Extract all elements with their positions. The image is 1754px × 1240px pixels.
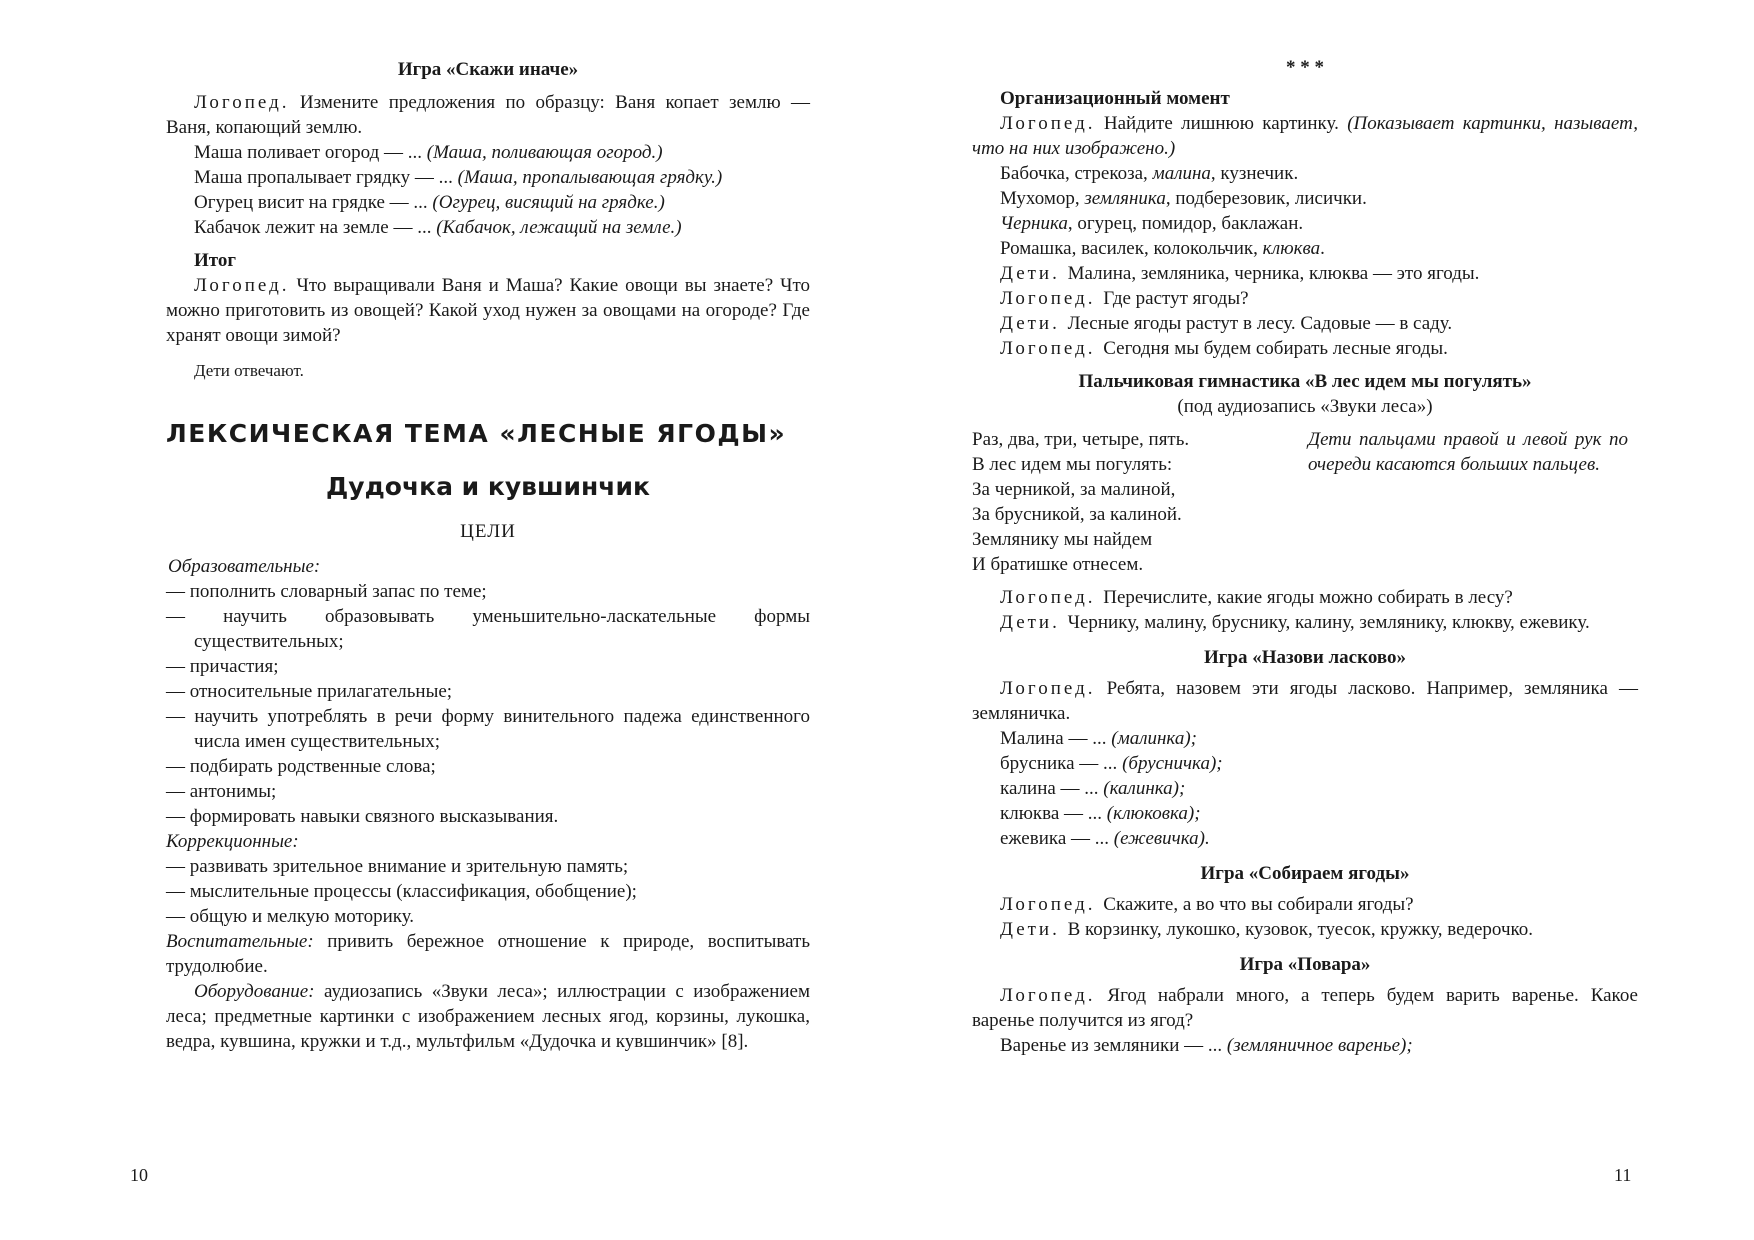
example-question: ежевика — ...	[1000, 828, 1114, 849]
goals-label: Оборудование:	[194, 981, 315, 1002]
example-line	[166, 215, 810, 240]
dialog-line	[972, 336, 1638, 361]
example-answer: (брусничка);	[1122, 753, 1223, 774]
speaker: Дети.	[1000, 313, 1068, 334]
dialog	[972, 585, 1638, 635]
speaker: Дети.	[1000, 919, 1068, 940]
poem-note: Дети пальцами правой и левой рук по очереди касаются больших пальцев.	[1308, 429, 1628, 475]
example-line	[166, 140, 810, 165]
section-title: Итог	[194, 250, 236, 271]
goals-label: Образовательные:	[168, 556, 321, 577]
example-question: Огурец висит на грядке — ...	[194, 192, 433, 213]
speaker: Логопед.	[194, 92, 290, 113]
dialog-line	[972, 610, 1638, 635]
game-title: Пальчиковая гимнастика «В лес идем мы погулять»	[1078, 371, 1532, 392]
game-title: Игра «Назови ласково»	[1204, 647, 1406, 668]
speaker: Логопед.	[1000, 338, 1104, 359]
example-answer: (Огурец, висящий на грядке.)	[432, 192, 665, 213]
list-item: — мыслительные процессы (классификация, обобщение);	[166, 881, 637, 902]
example-answer: (Кабачок, лежащий на земле.)	[436, 217, 682, 238]
goals-label: Коррекционные:	[166, 831, 299, 852]
game-title: Игра «Скажи иначе»	[397, 59, 579, 80]
example-question: Малина — ...	[1000, 728, 1112, 749]
correctional-goals	[166, 854, 810, 929]
picture-row	[972, 211, 1638, 236]
poem-line: Раз, два, три, четыре, пять.	[972, 429, 1190, 450]
speaker: Дети.	[1000, 612, 1068, 633]
dialog-line	[972, 286, 1638, 311]
page-number: 11	[1614, 1165, 1632, 1185]
speaker: Логопед.	[1000, 678, 1096, 699]
list-item: — относительные прилагательные;	[166, 681, 453, 702]
right-page	[972, 0, 1638, 1058]
poem-line: За черникой, за малиной,	[972, 479, 1176, 500]
poem-line: И братишке отнесем.	[972, 554, 1144, 575]
example-question: калина — ...	[1000, 778, 1104, 799]
picture-row	[972, 186, 1638, 211]
example-question: Кабачок лежит на земле — ...	[194, 217, 437, 238]
odd-word: Черника	[1000, 213, 1068, 234]
example-answer: (Маша, поливающая огород.)	[426, 142, 663, 163]
game-title: Игра «Собираем ягоды»	[1200, 863, 1410, 884]
speaker: Логопед.	[1000, 985, 1096, 1006]
odd-word: земляника	[1084, 188, 1166, 209]
speaker: Логопед.	[194, 275, 290, 296]
example-question: Маша поливает огород — ...	[194, 142, 427, 163]
dialog	[972, 892, 1638, 942]
stage-note: Дети отвечают.	[194, 361, 304, 380]
example-line	[972, 826, 1638, 851]
page-number: 10	[130, 1165, 148, 1185]
dialog-line	[972, 261, 1638, 286]
paragraph: Оборудование: аудиозапись «Звуки леса»; иллюстрации с изображением леса; предметные картинки с изображением лесных ягод, корзины, лукошка, ведра, кувшина, кружки и т.д., мультфильм «Дудочка и кувшинчик» [8].	[166, 981, 810, 1052]
dialog-text: В корзинку, лукошко, кузовок, туесок, кружку, ведерочко.	[1067, 919, 1534, 940]
game-title: Игра «Повара»	[1239, 954, 1371, 975]
example-answer: (Маша, пропалывающая грядку.)	[457, 167, 723, 188]
dialog-text: Где растут ягоды?	[1103, 288, 1249, 309]
goals-heading: ЦЕЛИ	[460, 521, 516, 542]
example-line	[972, 776, 1638, 801]
dialog-line	[972, 311, 1638, 336]
list-item: — формировать навыки связного высказывания.	[166, 806, 559, 827]
paragraph: Логопед. Измените предложения по образцу: Ваня копает землю — Ваня, копающий землю.	[166, 92, 810, 138]
game-subtitle: (под аудиозапись «Звуки леса»)	[1177, 396, 1433, 417]
poem-line: Землянику мы найдем	[972, 529, 1153, 550]
dialog-text: Малина, земляника, черника, клюква — это ягоды.	[1067, 263, 1480, 284]
picture-rows	[972, 161, 1638, 261]
goals-label: Воспитательные:	[166, 931, 314, 952]
list-item: — общую и мелкую моторику.	[166, 906, 415, 927]
paragraph: Логопед. Найдите лишнюю картинку. (Показывает картинки, называет, что на них изображено.)	[972, 113, 1639, 159]
paragraph: Логопед. Ягод набрали много, а теперь будем варить варенье. Какое варенье получится из ягод?	[972, 985, 1638, 1031]
row-text: , огурец, помидор, баклажан.	[1067, 213, 1304, 234]
poem-block	[972, 427, 1638, 577]
list-item: — пополнить словарный запас по теме;	[166, 581, 487, 602]
picture-row	[972, 236, 1638, 261]
example-line	[166, 190, 810, 215]
example-line: Варенье из земляники — ... (земляничное варенье);	[1000, 1035, 1413, 1056]
dialog-text: Перечислите, какие ягоды можно собирать в лесу?	[1103, 587, 1513, 608]
list-item: — антонимы;	[166, 781, 277, 802]
list-item: — причастия;	[166, 656, 279, 677]
list-item: — подбирать родственные слова;	[166, 756, 436, 777]
example-answer: (клюковка);	[1106, 803, 1201, 824]
row-text: Бабочка, стрекоза,	[1000, 163, 1153, 184]
dialog-line	[972, 585, 1638, 610]
list-item: — развивать зрительное внимание и зрительную память;	[166, 856, 629, 877]
example-answer: (малинка);	[1111, 728, 1197, 749]
list-item: — научить образовывать уменьшительно-ласкательные формы существительных;	[166, 606, 810, 652]
list-item: — научить употреблять в речи форму винительного падежа единственного числа имен существительных;	[166, 706, 810, 752]
dialog-text: Чернику, малину, бруснику, калину, землянику, клюкву, ежевику.	[1067, 612, 1590, 633]
section-title: Организационный момент	[1000, 88, 1230, 109]
picture-row	[972, 161, 1638, 186]
row-text: Мухомор,	[1000, 188, 1085, 209]
example-line	[166, 165, 810, 190]
lesson-title: Дудочка и кувшинчик	[326, 472, 650, 501]
dialog-text: Скажите, а во что вы собирали ягоды?	[1103, 894, 1414, 915]
section-separator: * * *	[1286, 57, 1324, 78]
example-answer: (ежевичка).	[1113, 828, 1210, 849]
example-question: клюква — ...	[1000, 803, 1107, 824]
topic-heading: ЛЕКСИЧЕСКАЯ ТЕМА «ЛЕСНЫЕ ЯГОДЫ»	[166, 419, 787, 448]
example-list	[166, 140, 810, 240]
left-page	[166, 0, 810, 1054]
dialog-text: Сегодня мы будем собирать лесные ягоды.	[1103, 338, 1448, 359]
row-text: , подберезовик, лисички.	[1165, 188, 1367, 209]
odd-word: клюква	[1262, 238, 1321, 259]
example-list	[972, 726, 1638, 851]
row-text: Ромашка, василек, колокольчик,	[1000, 238, 1263, 259]
paragraph: Логопед. Что выращивали Ваня и Маша? Какие овощи вы знаете? Что можно приготовить из овощей? Какой уход нужен за овощами на огороде? Где хранят овощи зимой?	[166, 275, 810, 346]
poem-line: В лес идем мы погулять:	[972, 454, 1173, 475]
example-line	[972, 751, 1638, 776]
example-line	[972, 726, 1638, 751]
dialog-line	[972, 892, 1638, 917]
speaker: Логопед.	[1000, 288, 1104, 309]
dialog-line	[972, 917, 1638, 942]
odd-word: малина	[1152, 163, 1211, 184]
poem-line: За брусникой, за калиной.	[972, 504, 1182, 525]
example-line	[972, 801, 1638, 826]
dialog-text: Лесные ягоды растут в лесу. Садовые — в саду.	[1067, 313, 1453, 334]
dialog	[972, 261, 1638, 361]
paragraph: Воспитательные: привить бережное отношение к природе, воспитывать трудолюбие.	[166, 931, 810, 977]
row-text: .	[1320, 238, 1325, 259]
example-question: брусника — ...	[1000, 753, 1123, 774]
speaker: Дети.	[1000, 263, 1068, 284]
example-question: Маша пропалывает грядку — ...	[194, 167, 458, 188]
row-text: , кузнечик.	[1210, 163, 1299, 184]
speaker: Логопед.	[1000, 587, 1104, 608]
educational-goals	[166, 579, 810, 829]
speaker: Логопед.	[1000, 894, 1104, 915]
paragraph: Логопед. Ребята, назовем эти ягоды ласково. Например, земляника — земляничка.	[972, 678, 1638, 724]
poem	[972, 427, 1292, 577]
example-answer: (калинка);	[1103, 778, 1186, 799]
speaker: Логопед.	[1000, 113, 1096, 134]
